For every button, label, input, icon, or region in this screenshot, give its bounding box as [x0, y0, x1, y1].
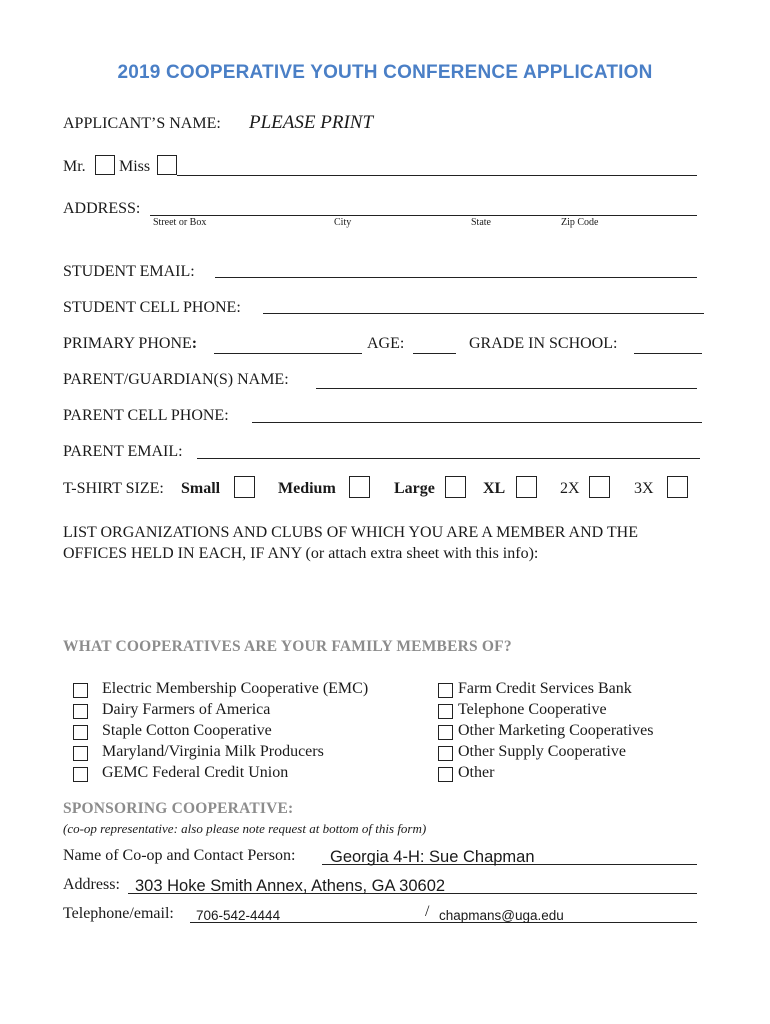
phone-email-separator: /	[425, 903, 430, 920]
sponsoring-note: (co-op representative: also please note request at bottom of this form)	[63, 821, 427, 836]
size-medium-checkbox[interactable]	[349, 476, 370, 498]
address-field[interactable]	[150, 215, 697, 216]
miss-label: Miss	[119, 158, 151, 175]
applicant-name-field[interactable]	[177, 175, 697, 176]
coop-farm-credit-label: Farm Credit Services Bank	[458, 680, 632, 697]
coop-gemc-label: GEMC Federal Credit Union	[102, 764, 289, 781]
coop-address-value: 303 Hoke Smith Annex, Athens, GA 30602	[135, 877, 446, 895]
state-sublabel: State	[471, 217, 491, 228]
coop-dairy-checkbox[interactable]	[73, 704, 88, 719]
age-label: AGE:	[367, 335, 405, 352]
parent-cell-field[interactable]	[252, 422, 702, 423]
tshirt-label: T-SHIRT SIZE:	[63, 480, 164, 497]
coop-other-checkbox[interactable]	[438, 767, 453, 782]
coop-farm-credit-checkbox[interactable]	[438, 683, 453, 698]
primary-phone-label	[63, 335, 197, 353]
sponsoring-heading: SPONSORING COOPERATIVE:	[63, 800, 294, 817]
size-xl-label: XL	[483, 480, 506, 497]
coop-milk-label: Maryland/Virginia Milk Producers	[102, 743, 324, 760]
mr-checkbox[interactable]	[95, 155, 115, 175]
parent-email-label: PARENT EMAIL:	[63, 443, 183, 460]
coop-cotton-checkbox[interactable]	[73, 725, 88, 740]
coop-address-label: Address:	[63, 876, 120, 893]
primary-phone-field[interactable]	[214, 353, 362, 354]
size-large-checkbox[interactable]	[445, 476, 466, 498]
coop-dairy-label: Dairy Farmers of America	[102, 701, 271, 718]
street-sublabel: Street or Box	[153, 217, 207, 228]
coop-other-label: Other	[458, 764, 495, 781]
size-2x-label: 2X	[560, 480, 580, 497]
size-medium-label: Medium	[278, 480, 336, 497]
please-print-label: PLEASE PRINT	[249, 112, 374, 133]
parent-cell-label: PARENT CELL PHONE:	[63, 407, 229, 424]
city-sublabel: City	[334, 217, 352, 228]
coop-telephone-label: Telephone/email:	[63, 905, 174, 922]
form-title: 2019 COOPERATIVE YOUTH CONFERENCE APPLICATION	[117, 62, 653, 83]
student-email-field[interactable]	[215, 277, 697, 278]
coop-cotton-label: Staple Cotton Cooperative	[102, 722, 272, 739]
coop-contact-label: Name of Co-op and Contact Person:	[63, 847, 296, 864]
coop-marketing-checkbox[interactable]	[438, 725, 453, 740]
primary-phone-text: PRIMARY PHONE	[63, 335, 192, 352]
coop-telephone-label: Telephone Cooperative	[458, 701, 607, 718]
size-xl-checkbox[interactable]	[516, 476, 537, 498]
cooperatives-heading: WHAT COOPERATIVES ARE YOUR FAMILY MEMBERS OF?	[63, 638, 512, 655]
coop-emc-checkbox[interactable]	[73, 683, 88, 698]
size-small-label: Small	[181, 480, 221, 497]
size-2x-checkbox[interactable]	[589, 476, 610, 498]
grade-label: GRADE IN SCHOOL:	[469, 335, 618, 352]
address-label: ADDRESS:	[63, 200, 141, 217]
age-field[interactable]	[413, 353, 456, 354]
coop-gemc-checkbox[interactable]	[73, 767, 88, 782]
parent-name-field[interactable]	[316, 388, 697, 389]
coop-marketing-label: Other Marketing Cooperatives	[458, 722, 654, 739]
size-3x-label: 3X	[634, 480, 654, 497]
primary-phone-colon: :	[191, 335, 198, 352]
coop-emc-label: Electric Membership Cooperative (EMC)	[102, 680, 369, 697]
organizations-line-2: OFFICES HELD IN EACH, IF ANY (or attach extra sheet with this info):	[63, 545, 539, 562]
mr-label: Mr.	[63, 158, 86, 175]
student-email-label: STUDENT EMAIL:	[63, 263, 195, 280]
coop-telephone-checkbox[interactable]	[438, 704, 453, 719]
coop-email-value: chapmans@uga.edu	[439, 908, 564, 923]
coop-milk-checkbox[interactable]	[73, 746, 88, 761]
size-small-checkbox[interactable]	[234, 476, 255, 498]
coop-telephone-value: 706-542-4444	[196, 908, 281, 923]
coop-supply-label: Other Supply Cooperative	[458, 743, 626, 760]
student-cell-label: STUDENT CELL PHONE:	[63, 299, 241, 316]
applicant-name-label: APPLICANT’S NAME:	[63, 115, 221, 132]
organizations-line-1: LIST ORGANIZATIONS AND CLUBS OF WHICH YOU ARE A MEMBER AND THE	[63, 524, 639, 541]
coop-supply-checkbox[interactable]	[438, 746, 453, 761]
size-3x-checkbox[interactable]	[667, 476, 688, 498]
coop-contact-value: Georgia 4-H: Sue Chapman	[330, 848, 535, 866]
grade-field[interactable]	[634, 353, 702, 354]
student-cell-field[interactable]	[263, 313, 704, 314]
parent-name-label: PARENT/GUARDIAN(S) NAME:	[63, 371, 289, 388]
parent-email-field[interactable]	[197, 458, 700, 459]
zip-sublabel: Zip Code	[561, 217, 599, 228]
size-large-label: Large	[394, 480, 435, 497]
miss-checkbox[interactable]	[157, 155, 177, 175]
